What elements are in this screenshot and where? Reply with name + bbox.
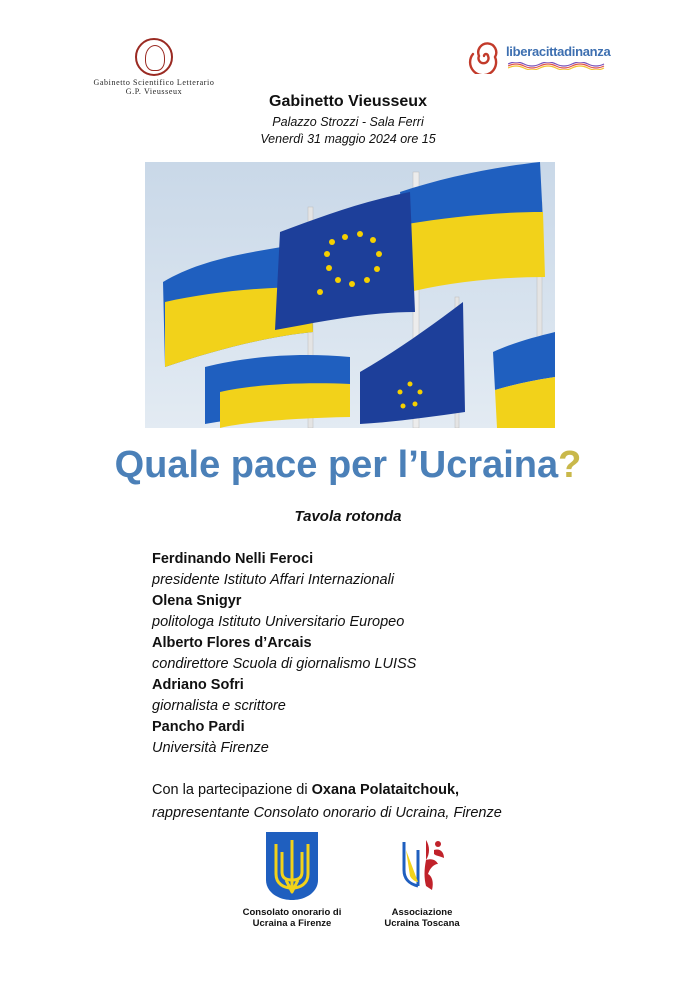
consolato-label-2: Ucraina a Firenze: [252, 918, 332, 929]
rainbow-wave-icon: [508, 62, 618, 70]
brand-text: liberacittadinanza: [506, 44, 611, 59]
title-question-mark: ?: [558, 444, 582, 486]
consolato-label-1: Consolato onorario di: [242, 907, 342, 918]
speaker-name: Olena Snigyr: [152, 593, 242, 609]
speakers-list: [152, 549, 612, 759]
logo-left-line2: G.P. Vieusseux: [125, 87, 183, 96]
trident-lily-icon: [394, 830, 450, 902]
speaker-name: Adriano Sofri: [152, 677, 244, 693]
associazione-label-1: Associazione: [391, 907, 453, 918]
ukraine-coat-of-arms-icon: [264, 830, 320, 902]
venue-title: Gabinetto Vieusseux: [269, 93, 427, 110]
associazione-label-2: Ucraina Toscana: [384, 918, 460, 929]
venue-place: Palazzo Strozzi - Sala Ferri: [272, 115, 424, 129]
guest-name: Oxana Polataitchouk,: [311, 782, 460, 798]
speaker-role: giornalista e scrittore: [152, 698, 286, 714]
main-title: [0, 444, 696, 487]
associazione-logo: [362, 830, 482, 929]
speaker-role: presidente Istituto Affari Internazionali: [152, 572, 395, 588]
participation-intro: Con la partecipazione di: [152, 782, 312, 798]
guest-role: rappresentante Consolato onorario di Ucraina, Firenze: [152, 805, 502, 821]
vieusseux-logo: [84, 38, 224, 96]
speaker-role: condirettore Scuola di giornalismo LUISS: [152, 656, 417, 672]
speaker-item: [152, 717, 612, 759]
event-date: Venerdì 31 maggio 2024 ore 15: [260, 132, 436, 146]
speaker-role: Università Firenze: [152, 740, 269, 756]
portrait-medal-icon: [135, 38, 173, 76]
liberacittadinanza-logo: [468, 38, 628, 78]
speaker-name: Pancho Pardi: [152, 719, 245, 735]
speaker-item: [152, 675, 612, 717]
speaker-item: [152, 591, 612, 633]
participation-note: [152, 779, 672, 825]
speaker-role: politologa Istituto Universitario Europeo: [152, 614, 405, 630]
flags-photo: [145, 162, 555, 428]
speaker-item: [152, 633, 612, 675]
participation-line: [152, 779, 672, 802]
speaker-name: Ferdinando Nelli Feroci: [152, 551, 314, 567]
speaker-name: Alberto Flores d’Arcais: [152, 635, 312, 651]
spiral-icon: [468, 38, 504, 74]
speaker-item: [152, 549, 612, 591]
main-title-text: Quale pace per l’Ucraina: [114, 444, 559, 486]
consolato-logo: [232, 830, 352, 929]
subtitle: Tavola rotonda: [294, 508, 402, 525]
logo-left-line1: Gabinetto Scientifico Letterario: [93, 78, 215, 87]
